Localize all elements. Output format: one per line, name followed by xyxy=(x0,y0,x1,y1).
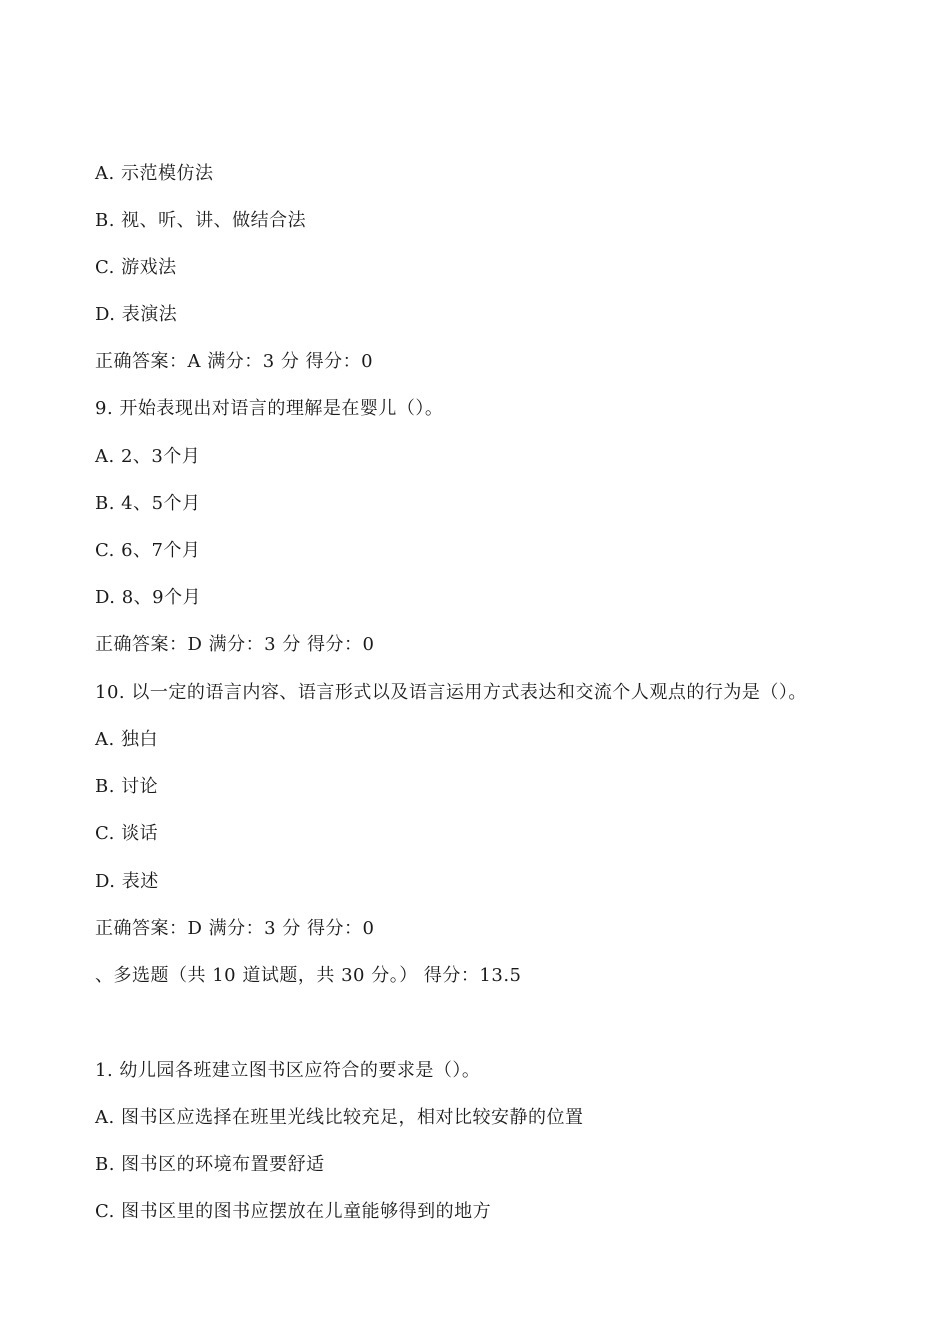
section-heading: 、多选题（共 10 道试题，共 30 分。） 得分：13.5 xyxy=(95,965,522,986)
option-c-q10: C. 谈话 xyxy=(95,823,159,844)
option-c-multi-q1: C. 图书区里的图书应摆放在儿童能够得到的地方 xyxy=(95,1201,492,1222)
option-a-q9: A. 2、3个月 xyxy=(95,446,201,467)
option-a-q10: A. 独白 xyxy=(95,729,158,750)
option-d-q10: D. 表述 xyxy=(95,871,159,892)
option-c-q8: C. 游戏法 xyxy=(95,257,177,278)
option-b-q9: B. 4、5个月 xyxy=(95,493,201,514)
answer-q10: 正确答案：D 满分：3 分 得分：0 xyxy=(95,918,375,939)
option-a-multi-q1: A. 图书区应选择在班里光线比较充足，相对比较安静的位置 xyxy=(95,1107,584,1128)
option-b-multi-q1: B. 图书区的环境布置要舒适 xyxy=(95,1154,325,1175)
answer-q8: 正确答案：A 满分：3 分 得分：0 xyxy=(95,351,374,372)
option-c-q9: C. 6、7个月 xyxy=(95,540,201,561)
question-1-multi: 1. 幼儿园各班建立图书区应符合的要求是（）。 xyxy=(95,1060,481,1081)
option-d-q8: D. 表演法 xyxy=(95,304,178,325)
question-9: 9. 开始表现出对语言的理解是在婴儿（）。 xyxy=(95,398,444,419)
option-b-q8: B. 视、听、讲、做结合法 xyxy=(95,210,307,231)
option-b-q10: B. 讨论 xyxy=(95,776,159,797)
option-a-q8: A. 示范模仿法 xyxy=(95,163,214,184)
option-d-q9: D. 8、9个月 xyxy=(95,587,202,608)
question-10: 10. 以一定的语言内容、语言形式以及语言运用方式表达和交流个人观点的行为是（）。 xyxy=(95,682,807,703)
answer-q9: 正确答案：D 满分：3 分 得分：0 xyxy=(95,634,375,655)
